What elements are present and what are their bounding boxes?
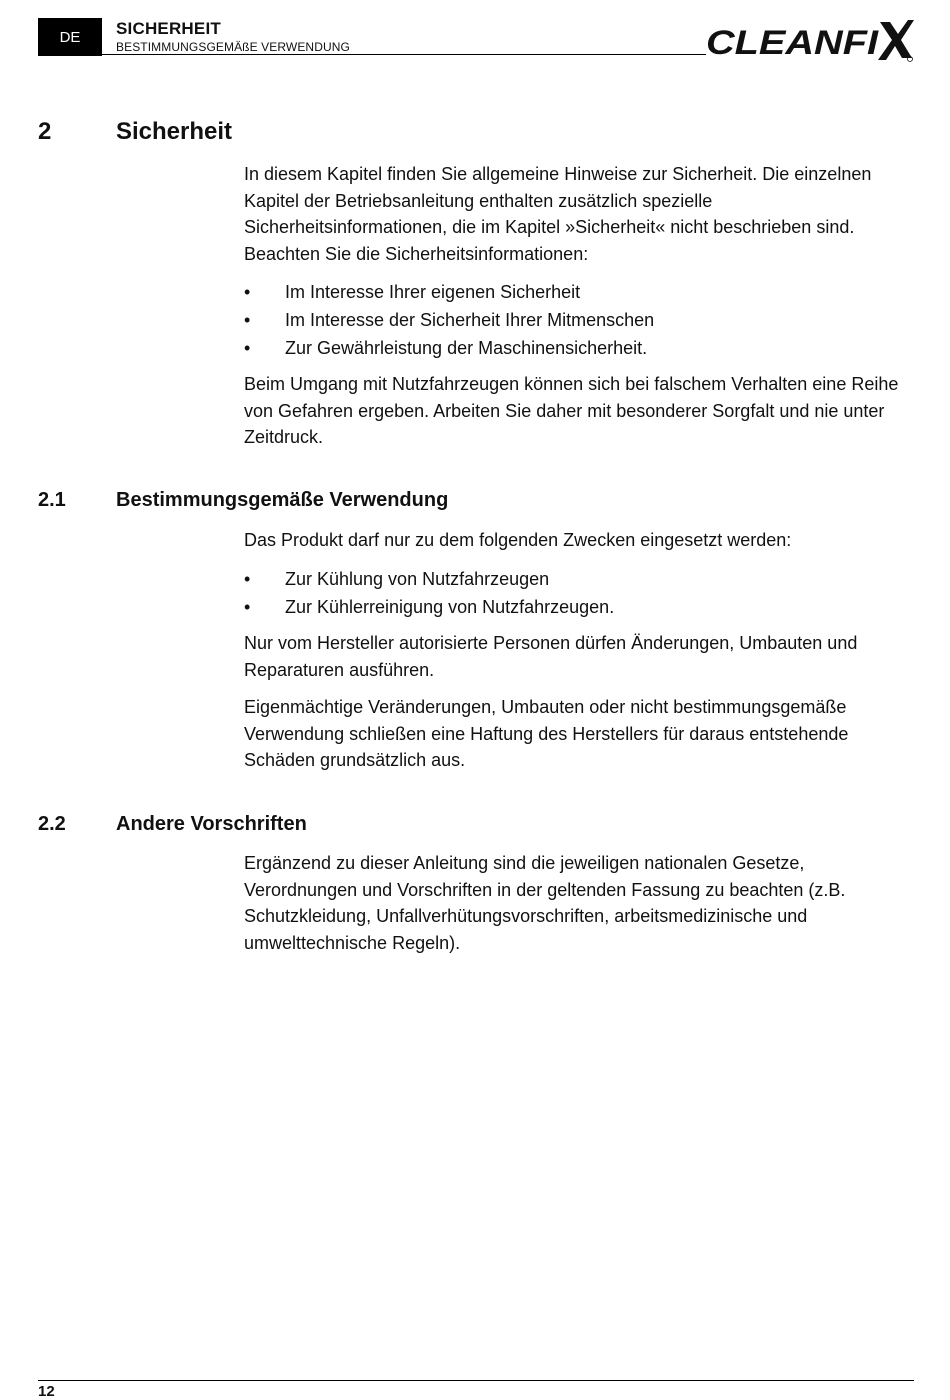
bullet-icon: • xyxy=(244,597,251,617)
section-intro-paragraph: In diesem Kapitel finden Sie allgemeine Hinweise zur Sicherheit. Die einzelnen Kapitel der Betriebsanleitung enthalten zusätzlich spezielle Sicherheitsinformationen, die im Kapitel »Sicherheit« nicht beschrieben sind. Beachten Sie die Sicherheitsinformationen: xyxy=(244,164,872,264)
list-item-text: Im Interesse Ihrer eigenen Sicherheit xyxy=(285,282,581,302)
body-paragraph: Eigenmächtige Veränderungen, Umbauten oder nicht bestimmungsgemäße Verwendung schließen eine Haftung des Herstellers für daraus entstehende Schäden grundsätzlich aus. xyxy=(244,697,849,770)
section-number: 2 xyxy=(38,118,52,145)
section-heading: Bestimmungsgemäße Verwendung xyxy=(116,489,449,511)
list-item-text: Im Interesse der Sicherheit Ihrer Mitmenschen xyxy=(285,310,655,330)
bullet-icon: • xyxy=(244,282,251,302)
bullet-icon: • xyxy=(244,310,251,330)
cleanfix-logo xyxy=(704,16,914,64)
body-paragraph: Nur vom Hersteller autorisierte Personen dürfen Änderungen, Umbauten und Reparaturen ausführen. xyxy=(244,633,858,680)
bullet-icon: • xyxy=(244,338,251,358)
svg-text:CLEANFI: CLEANFI xyxy=(706,24,880,62)
bullet-icon: • xyxy=(244,569,251,589)
section-intro-paragraph: Das Produkt darf nur zu dem folgenden Zwecken eingesetzt werden: xyxy=(244,530,792,550)
page-number: 12 xyxy=(38,1383,55,1400)
body-paragraph: Ergänzend zu dieser Anleitung sind die jeweiligen nationalen Gesetze, Verordnungen und Vorschriften in der geltenden Fassung zu beachten (z.B. Schutzkleidung, Unfallverhütungsvorschriften, arbeitsmedizinische und umwelttechnische Regeln). xyxy=(244,853,846,953)
list-item xyxy=(244,334,904,362)
section-heading: Andere Vorschriften xyxy=(116,813,307,835)
bullet-list xyxy=(244,565,904,621)
body-paragraph: Beim Umgang mit Nutzfahrzeugen können sich bei falschem Verhalten eine Reihe von Gefahren ergeben. Arbeiten Sie daher mit besonderer Sorgfalt und nie unter Zeitdruck. xyxy=(244,374,899,447)
bullet-list xyxy=(244,278,904,362)
list-item-text: Zur Gewährleistung der Maschinensicherheit. xyxy=(285,338,648,358)
section-heading: Sicherheit xyxy=(116,118,233,145)
section-number: 2.1 xyxy=(38,489,66,511)
language-badge: DE xyxy=(38,18,102,56)
header-rule xyxy=(102,54,706,55)
list-item xyxy=(244,278,904,306)
list-item xyxy=(244,593,904,621)
list-item xyxy=(244,306,904,334)
list-item-text: Zur Kühlerreinigung von Nutzfahrzeugen. xyxy=(285,597,615,617)
section-number: 2.2 xyxy=(38,813,66,835)
list-item-text: Zur Kühlung von Nutzfahrzeugen xyxy=(285,569,550,589)
list-item xyxy=(244,565,904,593)
running-header-subtitle: BESTIMMUNGSGEMÄßE VERWENDUNG xyxy=(116,40,350,54)
running-header-title: SICHERHEIT xyxy=(116,19,221,38)
footer-rule xyxy=(38,1380,914,1381)
